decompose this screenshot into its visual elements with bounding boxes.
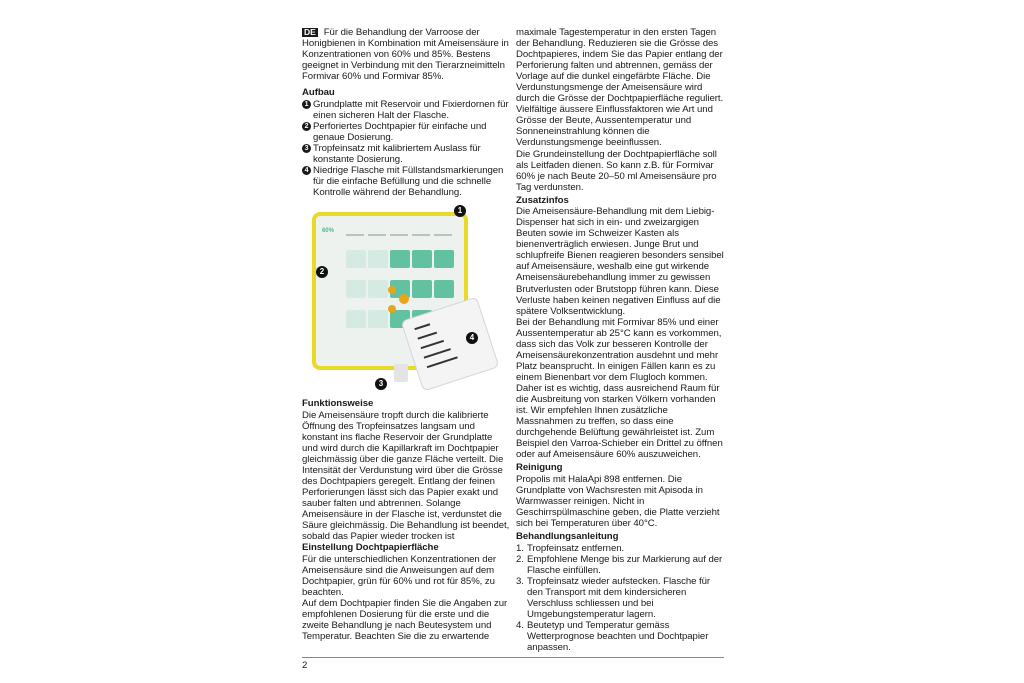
- aufbau-item-text: Niedrige Flasche mit Füllstandsmarkierungen für die einfache Befüllung und die schnelle Kontrolle während der Behandlung.: [313, 165, 504, 199]
- anleitung-list: [516, 543, 724, 653]
- grid-header-line: [346, 234, 364, 236]
- right-column: [516, 27, 724, 653]
- fill-mark: [427, 357, 458, 369]
- aufbau-item-text: Tropfeinsatz mit kalibriertem Auslass für konstante Dosierung.: [313, 142, 481, 165]
- wick-cell: [368, 310, 388, 328]
- wick-cell: [434, 280, 454, 298]
- aufbau-item: [302, 143, 510, 165]
- anleitung-heading: Behandlungsanleitung: [516, 531, 619, 543]
- wick-cell: [412, 280, 432, 298]
- fill-mark: [414, 323, 430, 330]
- grid-header-line: [390, 234, 408, 236]
- step-number: 3.: [516, 575, 524, 587]
- einstellung-p1: Für die unterschiedlichen Konzentrationen der Ameisensäure sind die Anweisungen auf dem Dochtpapier, grün für 60% und rot für 85%, zu beachten.: [302, 553, 497, 598]
- zusatzinfos-p2: Bei der Behandlung mit Formivar 85% und einer Aussentemperatur ab 25°C kann es vorkommen, dass sich das Volk zur besseren Kontrolle der Ameisensäurekonzentration ausdehnt und mehr Platz beansprucht. In einigen Fällen kann es zu einem Bienenbart vor dem Flugloch kommen. Daher ist es wichtig, dass ausreichend Raum für die Ausbreitung von starken Völkern vorhanden ist. Wir empfehlen Ihnen zusätzliche Massnahmen zu treffen, so dass eine durchgehende Belüftung gewährleistet ist. Zum Beispiel den Varroa-Schieber ein Drittel zu öffnen oder auf Ameisensäure 60% auszuweichen.: [516, 316, 723, 461]
- callout-3: 3: [375, 378, 387, 390]
- aufbau-item-text: Grundplatte mit Reservoir und Fixierdornen für einen sicheren Halt der Flasche.: [313, 98, 509, 121]
- anleitung-step: [516, 576, 724, 620]
- number-1-icon: 1: [302, 100, 311, 109]
- step-text: Tropfeinsatz entfernen.: [527, 542, 625, 554]
- fill-mark: [417, 332, 437, 340]
- reinigung-text: Propolis mit HalaApi 898 entfernen. Die Grundplatte von Wachsresten mit Apisoda in Warmwasser reinigen. Nicht in Geschirrspülmaschine geben, die Platte verzieht sich bei Temperaturen über 40°C.: [516, 473, 720, 529]
- grid-header-line: [412, 234, 430, 236]
- einstellung-p4: Die Grundeinstellung der Dochtpapierfläche soll als Leitfaden dienen. So kann z.B. für Formivar 60% je nach Beute 20–50 ml Ameisensäure pro Tag verdunsten.: [516, 148, 717, 193]
- aufbau-item: [302, 121, 510, 143]
- fill-mark: [421, 340, 444, 349]
- left-column: [302, 27, 510, 642]
- language-badge: DE: [304, 27, 316, 37]
- anleitung-step: [516, 543, 724, 554]
- step-text: Beutetyp und Temperatur gemäss Wetterprognose beachten und Dochtpapier anpassen.: [527, 619, 709, 653]
- anleitung-step: [516, 554, 724, 576]
- wick-cell: [368, 250, 388, 268]
- page-number: 2: [302, 660, 308, 671]
- fill-mark: [424, 348, 451, 359]
- step-number: 1.: [516, 542, 524, 554]
- step-number: 2.: [516, 553, 524, 565]
- intro-text: Für die Behandlung der Varroose der Honigbienen in Kombination mit Ameisensäure in Konzentrationen von 60% und 85%. Bestens geeignet in Verbindung mit den Tierarzneimitteln Formivar 60% und Formivar 85%.: [302, 27, 509, 83]
- einstellung-p2: Auf dem Dochtpapier finden Sie die Angaben zur empfohlenen Dosierung für die erste und die zweite Behandlung je nach Beutesystem und Temperatur. Beachten Sie die zu erwartende: [302, 597, 508, 643]
- zusatzinfos-heading: Zusatzinfos: [516, 194, 569, 206]
- aufbau-item-text: Perforiertes Dochtpapier für einfache und genaue Dosierung.: [313, 120, 487, 143]
- aufbau-list: [302, 99, 510, 198]
- step-text: Empfohlene Menge bis zur Markierung auf der Flasche einfüllen.: [527, 553, 723, 576]
- intro-paragraph: [302, 27, 510, 82]
- wick-cell: [346, 280, 366, 298]
- number-3-icon: 3: [302, 144, 311, 153]
- reinigung-heading: Reinigung: [516, 462, 563, 474]
- wick-cell: [434, 250, 454, 268]
- dripper-insert: [394, 364, 408, 382]
- callout-2: 2: [316, 266, 328, 278]
- anleitung-step: [516, 620, 724, 653]
- aufbau-heading: Aufbau: [302, 87, 335, 99]
- einstellung-heading: Einstellung Dochtpapierfläche: [302, 542, 439, 554]
- grid-header-line: [368, 234, 386, 236]
- grid-header-line: [434, 234, 452, 236]
- zusatzinfos-p1: Die Ameisensäure-Behandlung mit dem Liebig-Dispenser hat sich in ein- und zweizargigen Beuten sowie im Schweizer Kasten als bienenverträglich erwiesen. Junge Brut und schlupfreife Bienen reagieren besonders sensibel auf Ameisensäure, weshalb eine gut wirkende Ameisensäurebehandlung immer zu gewissen Brutverlusten oder Brutstopp führen kann. Diese Verluste haben keinen negativen Einfluss auf die spätere Volksentwicklung.: [516, 206, 724, 317]
- label-60: 60%: [322, 228, 334, 235]
- wick-cell: [346, 310, 366, 328]
- aufbau-item: [302, 165, 510, 198]
- number-2-icon: 2: [302, 122, 311, 131]
- wick-cell: [412, 250, 432, 268]
- step-number: 4.: [516, 619, 524, 631]
- number-4-icon: 4: [302, 166, 311, 175]
- wick-cell: [390, 250, 410, 268]
- product-photo: [302, 202, 502, 392]
- einstellung-p3: maximale Tagestemperatur in den ersten Tagen der Behandlung. Reduzieren sie die Grösse des Dochtpapieres, indem Sie das Papier entlang der Perforierung falten und abtrennen, gemäss der Vorlage auf die dunkel eingefärbte Fläche. Die Verdunstungsmenge der Ameisensäure wird durch die Grösse der Dochtpapierfläche reguliert. Vielfältige äussere Einflussfaktoren wie Art und Grösse der Beute, Aussentemperatur und Sonneneinstrahlung können die Verdunstungsmenge beeinflussen.: [516, 27, 724, 149]
- callout-4: 4: [466, 332, 478, 344]
- wick-cell: [368, 280, 388, 298]
- step-text: Tropfeinsatz wieder aufstecken. Flasche für den Transport mit dem kindersicheren Verschluss schliessen und bei Umgebungstemperatur lagern.: [527, 575, 711, 620]
- callout-1: 1: [454, 205, 466, 217]
- aufbau-item: [302, 99, 510, 121]
- footer-rule: [302, 657, 724, 658]
- funktionsweise-text: Die Ameisensäure tropft durch die kalibrierte Öffnung des Tropfeinsatzes langsam und konstant ins flache Reservoir der Grundplatte und wird durch die Kapillarkraft im Dochtpapier gleichmässig über die ganze Fläche verteilt. Die Intensität der Verdunstung wird über die Grösse des Dochtpapiers geregelt. Entlang der feinen Perforierungen lässt sich das Papier exakt und sauber falten und abtrennen. Solange Ameisensäure in der Flasche ist, verdunstet die Säure gleichmässig. Die Behandlung ist beendet, sobald das Papier wieder trocken ist: [302, 409, 510, 543]
- wick-cell: [346, 250, 366, 268]
- funktionsweise-heading: Funktionsweise: [302, 398, 374, 410]
